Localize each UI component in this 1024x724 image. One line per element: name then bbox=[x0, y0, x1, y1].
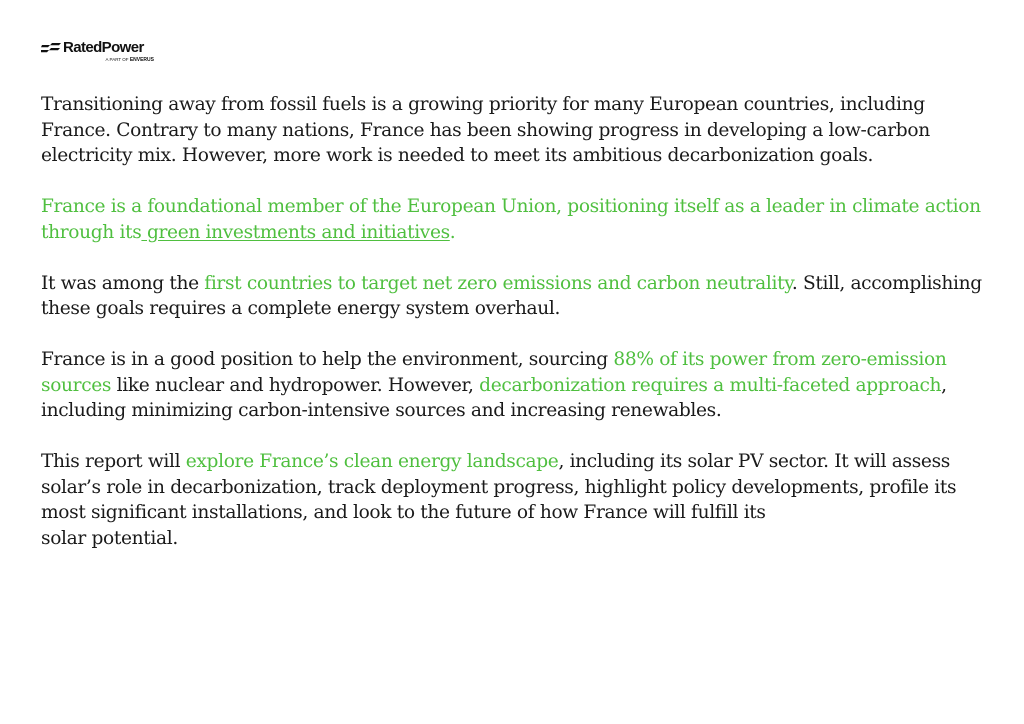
paragraph-4-tail: , including minimizing carbon-intensive sources and increasing renewables. bbox=[41, 374, 947, 421]
logo-row bbox=[41, 40, 156, 56]
paragraph-1 bbox=[41, 92, 986, 169]
paragraph-3-lead: It was among the bbox=[41, 272, 205, 294]
paragraph-4 bbox=[41, 347, 986, 424]
paragraph-1-text: Transitioning away from fossil fuels is a growing priority for many European countries, including France. Contrary to many nations, France has been showing progress in developing a low-carbon electricity mix. However, more work is needed to meet its ambitious decarbonization goals. bbox=[41, 94, 930, 166]
eu-member-link[interactable]: France is a foundational member of the European Union, positioning itself as a leader in climate action through its bbox=[41, 196, 981, 243]
logo-wordmark: RatedPower bbox=[63, 39, 144, 56]
paragraph-3-tail: . Still, accomplishing these goals requires a complete energy system overhaul. bbox=[41, 272, 982, 319]
paragraph-5-end: solar potential. bbox=[41, 527, 178, 549]
paragraph-2-tail: . bbox=[449, 221, 456, 243]
report-intro bbox=[41, 92, 986, 577]
paragraph-2 bbox=[41, 194, 986, 245]
clean-energy-landscape-link[interactable]: explore France’s clean energy landscape bbox=[185, 451, 559, 472]
net-zero-link[interactable]: first countries to target net zero emissions and carbon neutrality bbox=[204, 272, 792, 294]
ratedpower-logo bbox=[41, 40, 156, 63]
ratedpower-mark-icon bbox=[41, 42, 61, 54]
paragraph-5-tail: , including its solar PV sector. It will assess solar’s role in decarbonization, track deployment progress, highlight policy developments, profile its most significant installations, and look to the future of how France will fulfill its bbox=[41, 451, 957, 523]
zero-emission-link[interactable]: 88% of its power from zero-emission sources bbox=[41, 349, 947, 396]
paragraph-4-lead: France is in a good position to help the environment, sourcing bbox=[41, 349, 614, 370]
logo-sub-brand: ENVERUS bbox=[129, 57, 154, 63]
paragraph-4-mid: like nuclear and hydropower. However, bbox=[111, 374, 480, 396]
paragraph-3 bbox=[41, 271, 986, 322]
paragraph-5 bbox=[41, 449, 986, 551]
logo-sub-prefix: A PART OF bbox=[105, 57, 129, 62]
decarbonization-approach-link[interactable]: decarbonization requires a multi-faceted approach bbox=[479, 374, 942, 396]
paragraph-5-lead: This report will bbox=[41, 451, 186, 472]
green-investments-link[interactable]: green investments and initiatives bbox=[141, 221, 450, 243]
logo-subline bbox=[106, 57, 154, 63]
